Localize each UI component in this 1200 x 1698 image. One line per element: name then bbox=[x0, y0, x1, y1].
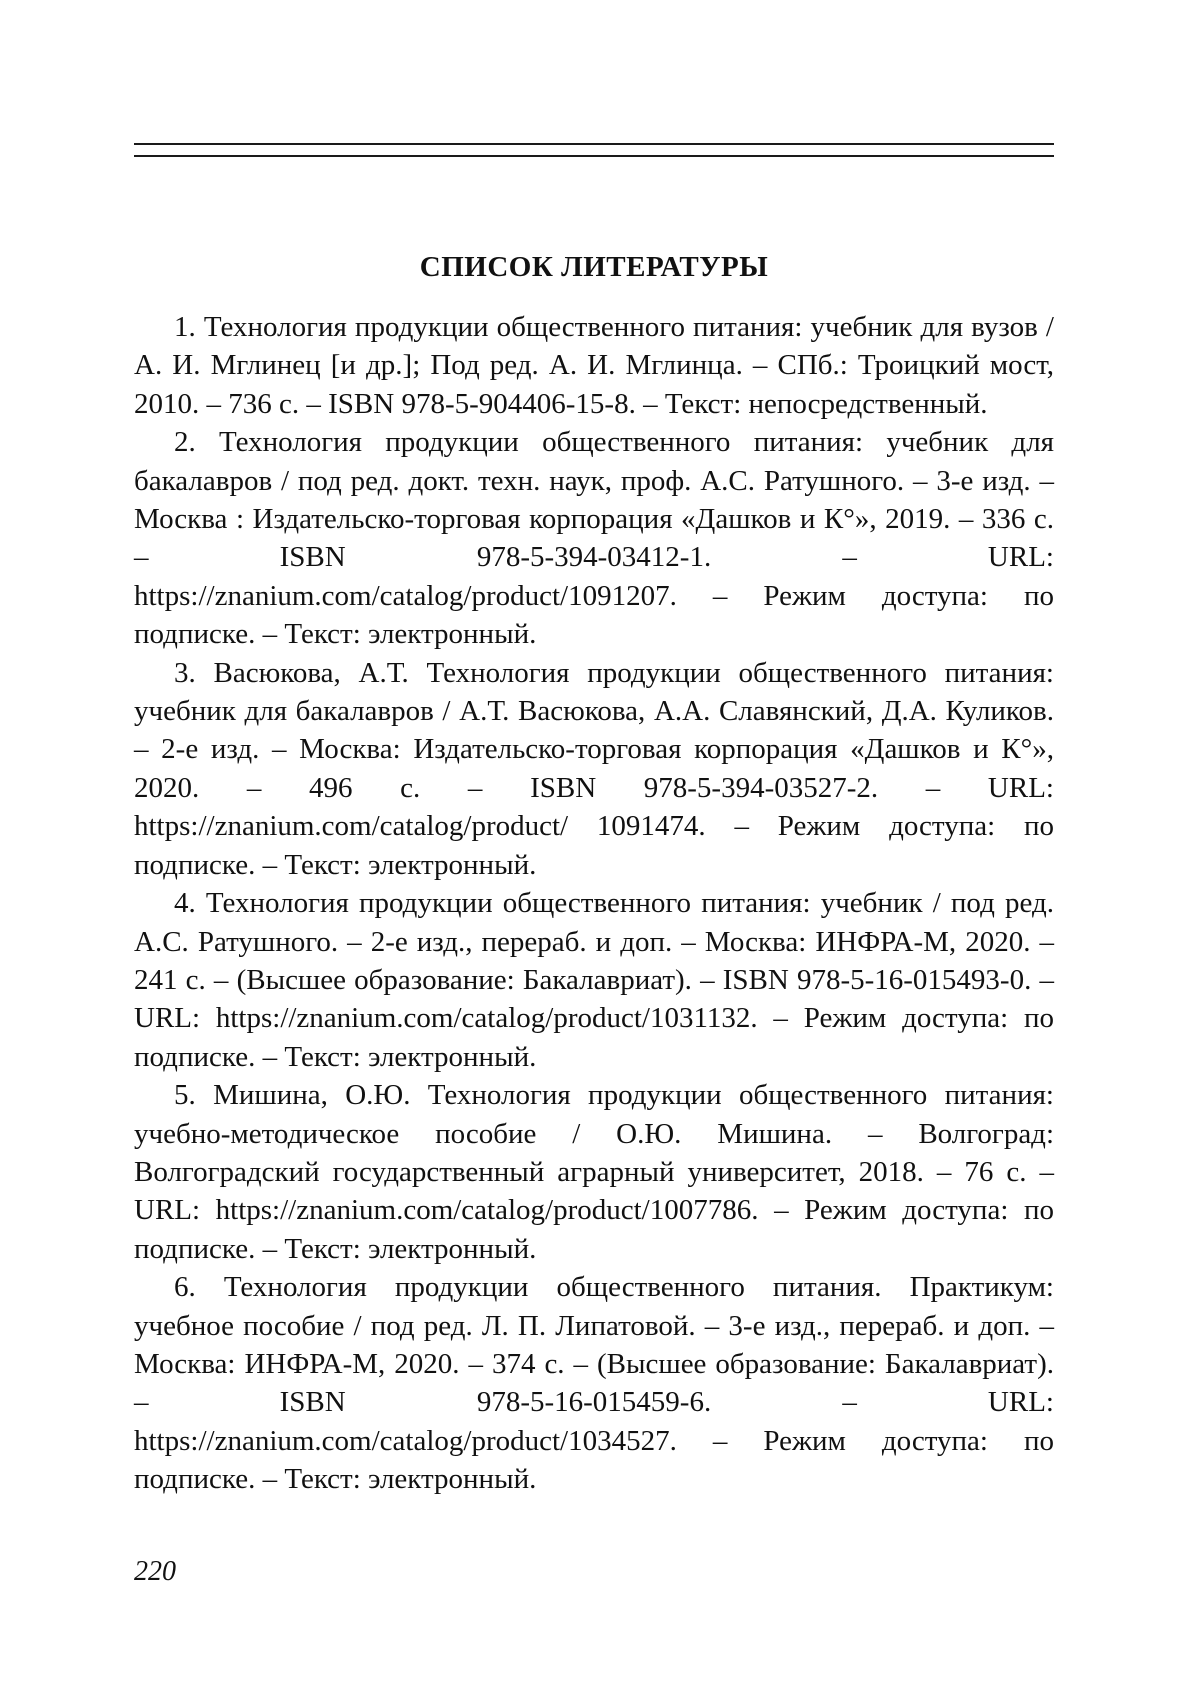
reference-list bbox=[134, 308, 1054, 1499]
reference-item: 3. Васюкова, А.Т. Технология продукции общественного питания: учебник для бакалавров / А.Т. Васюкова, А.А. Славянский, Д.А. Куликов. – 2-е изд. – Москва: Издательско-торговая корпорация «Дашков и К°», 2020. – 496 с. – ISBN 978-5-394-03527-2. – URL: https://znanium.com/catalog/product/ 1091474. – Режим доступа: по подписке. – Текст: электронный. bbox=[134, 656, 1054, 881]
reference-item: 1. Технология продукции общественного питания: учебник для вузов / А. И. Мглинец [и др.]; Под ред. А. И. Мглинца. – СПб.: Троицкий мост, 2010. – 736 с. – ISBN 978-5-904406-15-8. – Текст: непосредственный. bbox=[134, 311, 1054, 420]
header-rule-top bbox=[134, 143, 1054, 145]
reference-item: 6. Технология продукции общественного питания. Практикум: учебное пособие / под ред. Л. П. Липатовой. – 3-е изд., перераб. и доп. – Москва: ИНФРА-М, 2020. – 374 с. – (Высшее образование: Бакалавриат). – ISBN 978-5-16-015459-6. – URL: https://znanium.com/catalog/product/1034527. – Режим доступа: по подписке. – Текст: электронный. bbox=[134, 1271, 1054, 1496]
page-number: 220 bbox=[134, 1556, 176, 1587]
reference-item: 2. Технология продукции общественного питания: учебник для бакалавров / под ред. докт. техн. наук, проф. А.С. Ратушного. – 3-е изд. – Москва : Издательско-торговая корпорация «Дашков и К°», 2019. – 336 с. – ISBN 978-5-394-03412-1. – URL: https://znanium.com/catalog/product/1091207. – Режим доступа: по подписке. – Текст: электронный. bbox=[134, 426, 1054, 651]
reference-item: 4. Технология продукции общественного питания: учебник / под ред. А.С. Ратушного. – 2-е изд., перераб. и доп. – Москва: ИНФРА-М, 2020. – 241 с. – (Высшее образование: Бакалавриат). – ISBN 978-5-16-015493-0. – URL: https://znanium.com/catalog/product/1031132. – Режим доступа: по подписке. – Текст: электронный. bbox=[134, 887, 1054, 1073]
page-title: СПИСОК ЛИТЕРАТУРЫ bbox=[419, 251, 769, 284]
header-rule-bottom bbox=[134, 155, 1054, 157]
reference-item: 5. Мишина, О.Ю. Технология продукции общественного питания: учебно-методическое пособие / О.Ю. Мишина. – Волгоград: Волгоградский государственный аграрный университет, 2018. – 76 с. – URL: https://znanium.com/catalog/product/1007786. – Режим доступа: по подписке. – Текст: электронный. bbox=[134, 1079, 1054, 1265]
